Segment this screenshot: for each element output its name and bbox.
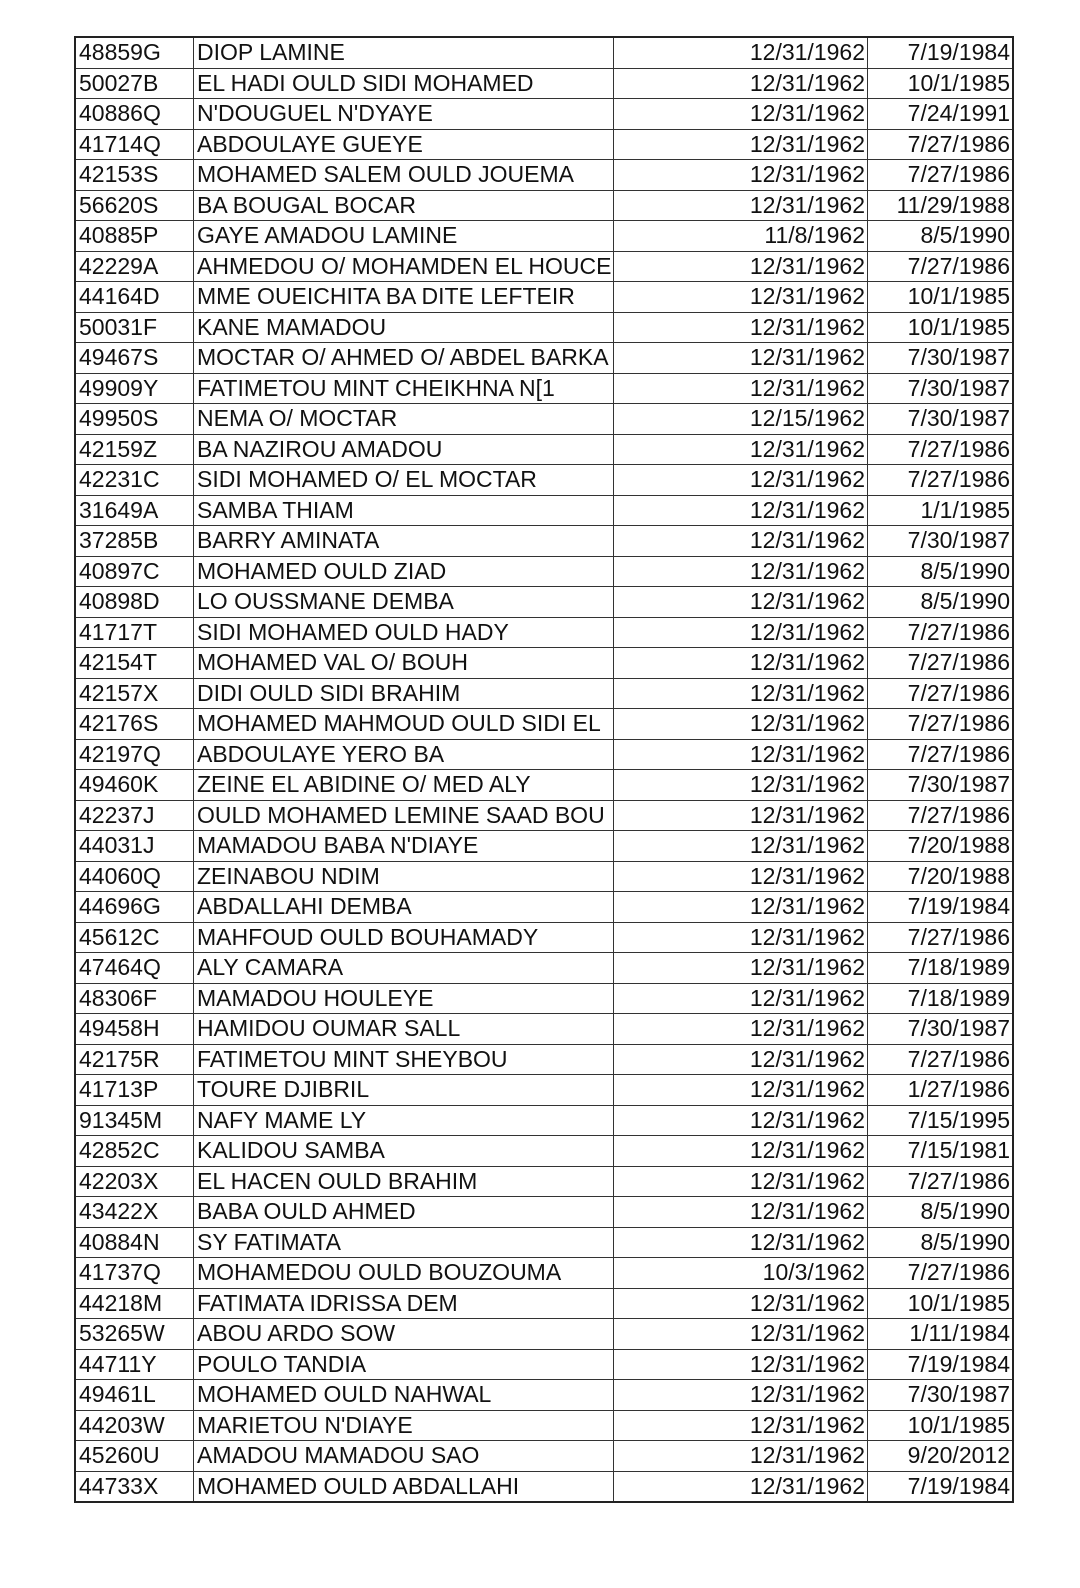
record-date-1-cell: 12/31/1962 bbox=[614, 1227, 868, 1258]
table-row bbox=[75, 922, 1013, 953]
record-name-cell: KALIDOU SAMBA bbox=[194, 1136, 614, 1167]
record-name-cell: SIDI MOHAMED OULD HADY bbox=[194, 617, 614, 648]
record-id-cell: 40886Q bbox=[75, 99, 194, 130]
record-id-cell: 40885P bbox=[75, 221, 194, 252]
record-id-cell: 41737Q bbox=[75, 1258, 194, 1289]
record-name-cell: FATIMETOU MINT CHEIKHNA N[1 bbox=[194, 373, 614, 404]
record-date-1-cell: 12/31/1962 bbox=[614, 617, 868, 648]
table-row bbox=[75, 1410, 1013, 1441]
record-id-cell: 49467S bbox=[75, 343, 194, 374]
table-row bbox=[75, 190, 1013, 221]
record-name-cell: ALY CAMARA bbox=[194, 953, 614, 984]
record-date-2-cell: 7/27/1986 bbox=[868, 1258, 1014, 1289]
table-row bbox=[75, 678, 1013, 709]
table-row bbox=[75, 1105, 1013, 1136]
record-date-1-cell: 12/31/1962 bbox=[614, 953, 868, 984]
record-date-2-cell: 7/30/1987 bbox=[868, 526, 1014, 557]
record-date-1-cell: 12/31/1962 bbox=[614, 587, 868, 618]
table-row bbox=[75, 404, 1013, 435]
table-row bbox=[75, 129, 1013, 160]
table-row bbox=[75, 892, 1013, 923]
record-date-2-cell: 7/19/1984 bbox=[868, 892, 1014, 923]
record-date-2-cell: 7/19/1984 bbox=[868, 1471, 1014, 1502]
record-id-cell: 37285B bbox=[75, 526, 194, 557]
record-name-cell: POULO TANDIA bbox=[194, 1349, 614, 1380]
table-row bbox=[75, 1227, 1013, 1258]
record-date-2-cell: 7/27/1986 bbox=[868, 739, 1014, 770]
record-name-cell: MOHAMED OULD NAHWAL bbox=[194, 1380, 614, 1411]
record-date-2-cell: 7/30/1987 bbox=[868, 373, 1014, 404]
record-date-1-cell: 12/31/1962 bbox=[614, 800, 868, 831]
record-date-1-cell: 12/31/1962 bbox=[614, 190, 868, 221]
table-row bbox=[75, 343, 1013, 374]
record-date-1-cell: 12/31/1962 bbox=[614, 709, 868, 740]
record-date-2-cell: 7/27/1986 bbox=[868, 251, 1014, 282]
record-date-1-cell: 12/31/1962 bbox=[614, 983, 868, 1014]
record-date-2-cell: 7/20/1988 bbox=[868, 861, 1014, 892]
record-date-1-cell: 12/31/1962 bbox=[614, 770, 868, 801]
table-row bbox=[75, 99, 1013, 130]
table-row bbox=[75, 983, 1013, 1014]
record-date-2-cell: 7/27/1986 bbox=[868, 465, 1014, 496]
record-date-2-cell: 7/30/1987 bbox=[868, 770, 1014, 801]
record-name-cell: AHMEDOU O/ MOHAMDEN EL HOUCE bbox=[194, 251, 614, 282]
record-id-cell: 45612C bbox=[75, 922, 194, 953]
table-row bbox=[75, 617, 1013, 648]
record-date-2-cell: 8/5/1990 bbox=[868, 1197, 1014, 1228]
record-id-cell: 49461L bbox=[75, 1380, 194, 1411]
record-id-cell: 42231C bbox=[75, 465, 194, 496]
record-date-1-cell: 12/31/1962 bbox=[614, 312, 868, 343]
record-name-cell: N'DOUGUEL N'DYAYE bbox=[194, 99, 614, 130]
record-date-1-cell: 12/31/1962 bbox=[614, 1319, 868, 1350]
record-date-1-cell: 12/31/1962 bbox=[614, 1349, 868, 1380]
table-row bbox=[75, 648, 1013, 679]
record-id-cell: 42153S bbox=[75, 160, 194, 191]
record-date-2-cell: 10/1/1985 bbox=[868, 1288, 1014, 1319]
record-date-1-cell: 12/31/1962 bbox=[614, 1380, 868, 1411]
record-date-2-cell: 7/19/1984 bbox=[868, 37, 1014, 68]
record-date-2-cell: 7/15/1995 bbox=[868, 1105, 1014, 1136]
record-date-1-cell: 12/31/1962 bbox=[614, 678, 868, 709]
table-row bbox=[75, 434, 1013, 465]
record-name-cell: NEMA O/ MOCTAR bbox=[194, 404, 614, 435]
record-date-1-cell: 12/31/1962 bbox=[614, 465, 868, 496]
record-name-cell: AMADOU MAMADOU SAO bbox=[194, 1441, 614, 1472]
table-row bbox=[75, 800, 1013, 831]
table-row bbox=[75, 770, 1013, 801]
record-name-cell: ABDOULAYE YERO BA bbox=[194, 739, 614, 770]
record-date-2-cell: 7/27/1986 bbox=[868, 922, 1014, 953]
record-name-cell: HAMIDOU OUMAR SALL bbox=[194, 1014, 614, 1045]
table-row bbox=[75, 1380, 1013, 1411]
record-date-1-cell: 12/31/1962 bbox=[614, 556, 868, 587]
record-name-cell: OULD MOHAMED LEMINE SAAD BOU bbox=[194, 800, 614, 831]
record-name-cell: LO OUSSMANE DEMBA bbox=[194, 587, 614, 618]
record-name-cell: SY FATIMATA bbox=[194, 1227, 614, 1258]
record-id-cell: 49458H bbox=[75, 1014, 194, 1045]
record-id-cell: 44031J bbox=[75, 831, 194, 862]
table-row bbox=[75, 556, 1013, 587]
table-row bbox=[75, 312, 1013, 343]
record-name-cell: ZEINE EL ABIDINE O/ MED ALY bbox=[194, 770, 614, 801]
record-date-1-cell: 12/31/1962 bbox=[614, 373, 868, 404]
record-name-cell: ABDALLAHI DEMBA bbox=[194, 892, 614, 923]
record-date-1-cell: 12/31/1962 bbox=[614, 495, 868, 526]
table-row bbox=[75, 1258, 1013, 1289]
record-name-cell: BA BOUGAL BOCAR bbox=[194, 190, 614, 221]
table-row bbox=[75, 1471, 1013, 1502]
record-date-2-cell: 7/27/1986 bbox=[868, 1166, 1014, 1197]
record-id-cell: 41717T bbox=[75, 617, 194, 648]
table-row bbox=[75, 1075, 1013, 1106]
table-row bbox=[75, 373, 1013, 404]
record-id-cell: 43422X bbox=[75, 1197, 194, 1228]
table-row bbox=[75, 861, 1013, 892]
record-id-cell: 42197Q bbox=[75, 739, 194, 770]
record-name-cell: GAYE AMADOU LAMINE bbox=[194, 221, 614, 252]
record-name-cell: MAMADOU BABA N'DIAYE bbox=[194, 831, 614, 862]
record-id-cell: 40897C bbox=[75, 556, 194, 587]
record-id-cell: 42237J bbox=[75, 800, 194, 831]
record-date-2-cell: 7/30/1987 bbox=[868, 404, 1014, 435]
record-name-cell: MOHAMED VAL O/ BOUH bbox=[194, 648, 614, 679]
record-id-cell: 53265W bbox=[75, 1319, 194, 1350]
record-id-cell: 42229A bbox=[75, 251, 194, 282]
record-date-2-cell: 8/5/1990 bbox=[868, 556, 1014, 587]
record-date-2-cell: 7/30/1987 bbox=[868, 1014, 1014, 1045]
record-date-1-cell: 12/31/1962 bbox=[614, 343, 868, 374]
record-name-cell: DIOP LAMINE bbox=[194, 37, 614, 68]
record-name-cell: MOHAMED OULD ABDALLAHI bbox=[194, 1471, 614, 1502]
record-name-cell: MARIETOU N'DIAYE bbox=[194, 1410, 614, 1441]
record-date-2-cell: 7/30/1987 bbox=[868, 1380, 1014, 1411]
record-id-cell: 44711Y bbox=[75, 1349, 194, 1380]
record-date-1-cell: 12/31/1962 bbox=[614, 831, 868, 862]
record-id-cell: 42203X bbox=[75, 1166, 194, 1197]
record-date-2-cell: 7/18/1989 bbox=[868, 953, 1014, 984]
record-id-cell: 44696G bbox=[75, 892, 194, 923]
record-date-1-cell: 12/31/1962 bbox=[614, 1288, 868, 1319]
record-name-cell: MOHAMED OULD ZIAD bbox=[194, 556, 614, 587]
record-id-cell: 44164D bbox=[75, 282, 194, 313]
record-id-cell: 50031F bbox=[75, 312, 194, 343]
record-date-1-cell: 12/31/1962 bbox=[614, 1105, 868, 1136]
record-date-1-cell: 12/31/1962 bbox=[614, 37, 868, 68]
record-id-cell: 42157X bbox=[75, 678, 194, 709]
table-row bbox=[75, 251, 1013, 282]
record-date-2-cell: 7/24/1991 bbox=[868, 99, 1014, 130]
record-date-1-cell: 12/31/1962 bbox=[614, 1441, 868, 1472]
record-date-1-cell: 12/31/1962 bbox=[614, 922, 868, 953]
record-date-2-cell: 7/27/1986 bbox=[868, 648, 1014, 679]
record-date-2-cell: 7/27/1986 bbox=[868, 709, 1014, 740]
record-id-cell: 48306F bbox=[75, 983, 194, 1014]
records-body bbox=[75, 37, 1013, 1502]
table-row bbox=[75, 587, 1013, 618]
record-id-cell: 42852C bbox=[75, 1136, 194, 1167]
record-date-1-cell: 12/31/1962 bbox=[614, 861, 868, 892]
record-id-cell: 91345M bbox=[75, 1105, 194, 1136]
record-date-2-cell: 7/27/1986 bbox=[868, 617, 1014, 648]
table-row bbox=[75, 68, 1013, 99]
record-date-2-cell: 11/29/1988 bbox=[868, 190, 1014, 221]
record-date-1-cell: 12/31/1962 bbox=[614, 282, 868, 313]
table-row bbox=[75, 1288, 1013, 1319]
record-date-1-cell: 12/31/1962 bbox=[614, 526, 868, 557]
record-name-cell: MME OUEICHITA BA DITE LEFTEIR bbox=[194, 282, 614, 313]
record-name-cell: SIDI MOHAMED O/ EL MOCTAR bbox=[194, 465, 614, 496]
table-row bbox=[75, 739, 1013, 770]
record-date-1-cell: 12/31/1962 bbox=[614, 892, 868, 923]
record-name-cell: MAMADOU HOULEYE bbox=[194, 983, 614, 1014]
record-name-cell: FATIMETOU MINT SHEYBOU bbox=[194, 1044, 614, 1075]
record-date-1-cell: 12/31/1962 bbox=[614, 99, 868, 130]
record-date-1-cell: 10/3/1962 bbox=[614, 1258, 868, 1289]
record-date-1-cell: 12/31/1962 bbox=[614, 129, 868, 160]
record-date-2-cell: 9/20/2012 bbox=[868, 1441, 1014, 1472]
record-date-1-cell: 12/31/1962 bbox=[614, 251, 868, 282]
table-row bbox=[75, 526, 1013, 557]
record-id-cell: 41713P bbox=[75, 1075, 194, 1106]
record-date-2-cell: 7/20/1988 bbox=[868, 831, 1014, 862]
record-date-1-cell: 12/31/1962 bbox=[614, 1197, 868, 1228]
record-id-cell: 44733X bbox=[75, 1471, 194, 1502]
record-date-1-cell: 12/31/1962 bbox=[614, 648, 868, 679]
record-name-cell: MOHAMEDOU OULD BOUZOUMA bbox=[194, 1258, 614, 1289]
table-row bbox=[75, 465, 1013, 496]
record-id-cell: 45260U bbox=[75, 1441, 194, 1472]
table-row bbox=[75, 1166, 1013, 1197]
record-date-2-cell: 7/27/1986 bbox=[868, 129, 1014, 160]
record-date-1-cell: 12/31/1962 bbox=[614, 1044, 868, 1075]
table-row bbox=[75, 709, 1013, 740]
record-id-cell: 50027B bbox=[75, 68, 194, 99]
record-name-cell: BARRY AMINATA bbox=[194, 526, 614, 557]
table-row bbox=[75, 1044, 1013, 1075]
record-name-cell: SAMBA THIAM bbox=[194, 495, 614, 526]
record-date-2-cell: 10/1/1985 bbox=[868, 1410, 1014, 1441]
table-row bbox=[75, 1319, 1013, 1350]
record-date-1-cell: 12/31/1962 bbox=[614, 1075, 868, 1106]
record-date-2-cell: 1/11/1984 bbox=[868, 1319, 1014, 1350]
record-name-cell: MOHAMED SALEM OULD JOUEMA bbox=[194, 160, 614, 191]
record-id-cell: 41714Q bbox=[75, 129, 194, 160]
record-id-cell: 48859G bbox=[75, 37, 194, 68]
record-date-2-cell: 7/27/1986 bbox=[868, 434, 1014, 465]
record-name-cell: BABA OULD AHMED bbox=[194, 1197, 614, 1228]
record-name-cell: NAFY MAME LY bbox=[194, 1105, 614, 1136]
record-name-cell: KANE MAMADOU bbox=[194, 312, 614, 343]
record-date-1-cell: 12/31/1962 bbox=[614, 1014, 868, 1045]
table-row bbox=[75, 831, 1013, 862]
record-name-cell: ABOU ARDO SOW bbox=[194, 1319, 614, 1350]
record-name-cell: EL HADI OULD SIDI MOHAMED bbox=[194, 68, 614, 99]
table-row bbox=[75, 1349, 1013, 1380]
record-date-2-cell: 7/27/1986 bbox=[868, 800, 1014, 831]
record-date-2-cell: 10/1/1985 bbox=[868, 282, 1014, 313]
record-date-2-cell: 7/27/1986 bbox=[868, 160, 1014, 191]
table-row bbox=[75, 221, 1013, 252]
record-id-cell: 47464Q bbox=[75, 953, 194, 984]
record-date-1-cell: 11/8/1962 bbox=[614, 221, 868, 252]
table-row bbox=[75, 1014, 1013, 1045]
record-name-cell: MAHFOUD OULD BOUHAMADY bbox=[194, 922, 614, 953]
table-row bbox=[75, 495, 1013, 526]
table-row bbox=[75, 160, 1013, 191]
record-id-cell: 42154T bbox=[75, 648, 194, 679]
record-date-1-cell: 12/31/1962 bbox=[614, 1136, 868, 1167]
record-id-cell: 49909Y bbox=[75, 373, 194, 404]
record-date-2-cell: 1/27/1986 bbox=[868, 1075, 1014, 1106]
record-date-1-cell: 12/31/1962 bbox=[614, 434, 868, 465]
record-id-cell: 42175R bbox=[75, 1044, 194, 1075]
record-date-2-cell: 10/1/1985 bbox=[868, 312, 1014, 343]
record-date-2-cell: 7/27/1986 bbox=[868, 678, 1014, 709]
record-id-cell: 40884N bbox=[75, 1227, 194, 1258]
record-date-1-cell: 12/15/1962 bbox=[614, 404, 868, 435]
record-id-cell: 44218M bbox=[75, 1288, 194, 1319]
record-name-cell: EL HACEN OULD BRAHIM bbox=[194, 1166, 614, 1197]
record-id-cell: 40898D bbox=[75, 587, 194, 618]
table-row bbox=[75, 282, 1013, 313]
record-id-cell: 49950S bbox=[75, 404, 194, 435]
record-id-cell: 42159Z bbox=[75, 434, 194, 465]
table-row bbox=[75, 1441, 1013, 1472]
table-row bbox=[75, 37, 1013, 68]
records-table bbox=[74, 36, 1014, 1503]
record-date-2-cell: 10/1/1985 bbox=[868, 68, 1014, 99]
table-row bbox=[75, 1136, 1013, 1167]
record-name-cell: ABDOULAYE GUEYE bbox=[194, 129, 614, 160]
table-row bbox=[75, 1197, 1013, 1228]
record-id-cell: 42176S bbox=[75, 709, 194, 740]
record-name-cell: TOURE DJIBRIL bbox=[194, 1075, 614, 1106]
record-date-2-cell: 8/5/1990 bbox=[868, 221, 1014, 252]
record-id-cell: 49460K bbox=[75, 770, 194, 801]
record-date-1-cell: 12/31/1962 bbox=[614, 1471, 868, 1502]
table-row bbox=[75, 953, 1013, 984]
record-date-1-cell: 12/31/1962 bbox=[614, 160, 868, 191]
record-date-2-cell: 7/15/1981 bbox=[868, 1136, 1014, 1167]
record-date-2-cell: 7/19/1984 bbox=[868, 1349, 1014, 1380]
record-date-1-cell: 12/31/1962 bbox=[614, 739, 868, 770]
record-date-2-cell: 7/18/1989 bbox=[868, 983, 1014, 1014]
record-date-2-cell: 7/27/1986 bbox=[868, 1044, 1014, 1075]
record-date-1-cell: 12/31/1962 bbox=[614, 1410, 868, 1441]
record-name-cell: MOHAMED MAHMOUD OULD SIDI EL bbox=[194, 709, 614, 740]
record-date-2-cell: 8/5/1990 bbox=[868, 1227, 1014, 1258]
record-date-1-cell: 12/31/1962 bbox=[614, 1166, 868, 1197]
record-id-cell: 31649A bbox=[75, 495, 194, 526]
record-date-2-cell: 7/30/1987 bbox=[868, 343, 1014, 374]
record-id-cell: 44203W bbox=[75, 1410, 194, 1441]
record-name-cell: MOCTAR O/ AHMED O/ ABDEL BARKA bbox=[194, 343, 614, 374]
record-id-cell: 56620S bbox=[75, 190, 194, 221]
record-name-cell: BA NAZIROU AMADOU bbox=[194, 434, 614, 465]
record-date-2-cell: 8/5/1990 bbox=[868, 587, 1014, 618]
record-name-cell: ZEINABOU NDIM bbox=[194, 861, 614, 892]
record-name-cell: DIDI OULD SIDI BRAHIM bbox=[194, 678, 614, 709]
record-date-2-cell: 1/1/1985 bbox=[868, 495, 1014, 526]
record-name-cell: FATIMATA IDRISSA DEM bbox=[194, 1288, 614, 1319]
record-id-cell: 44060Q bbox=[75, 861, 194, 892]
record-date-1-cell: 12/31/1962 bbox=[614, 68, 868, 99]
